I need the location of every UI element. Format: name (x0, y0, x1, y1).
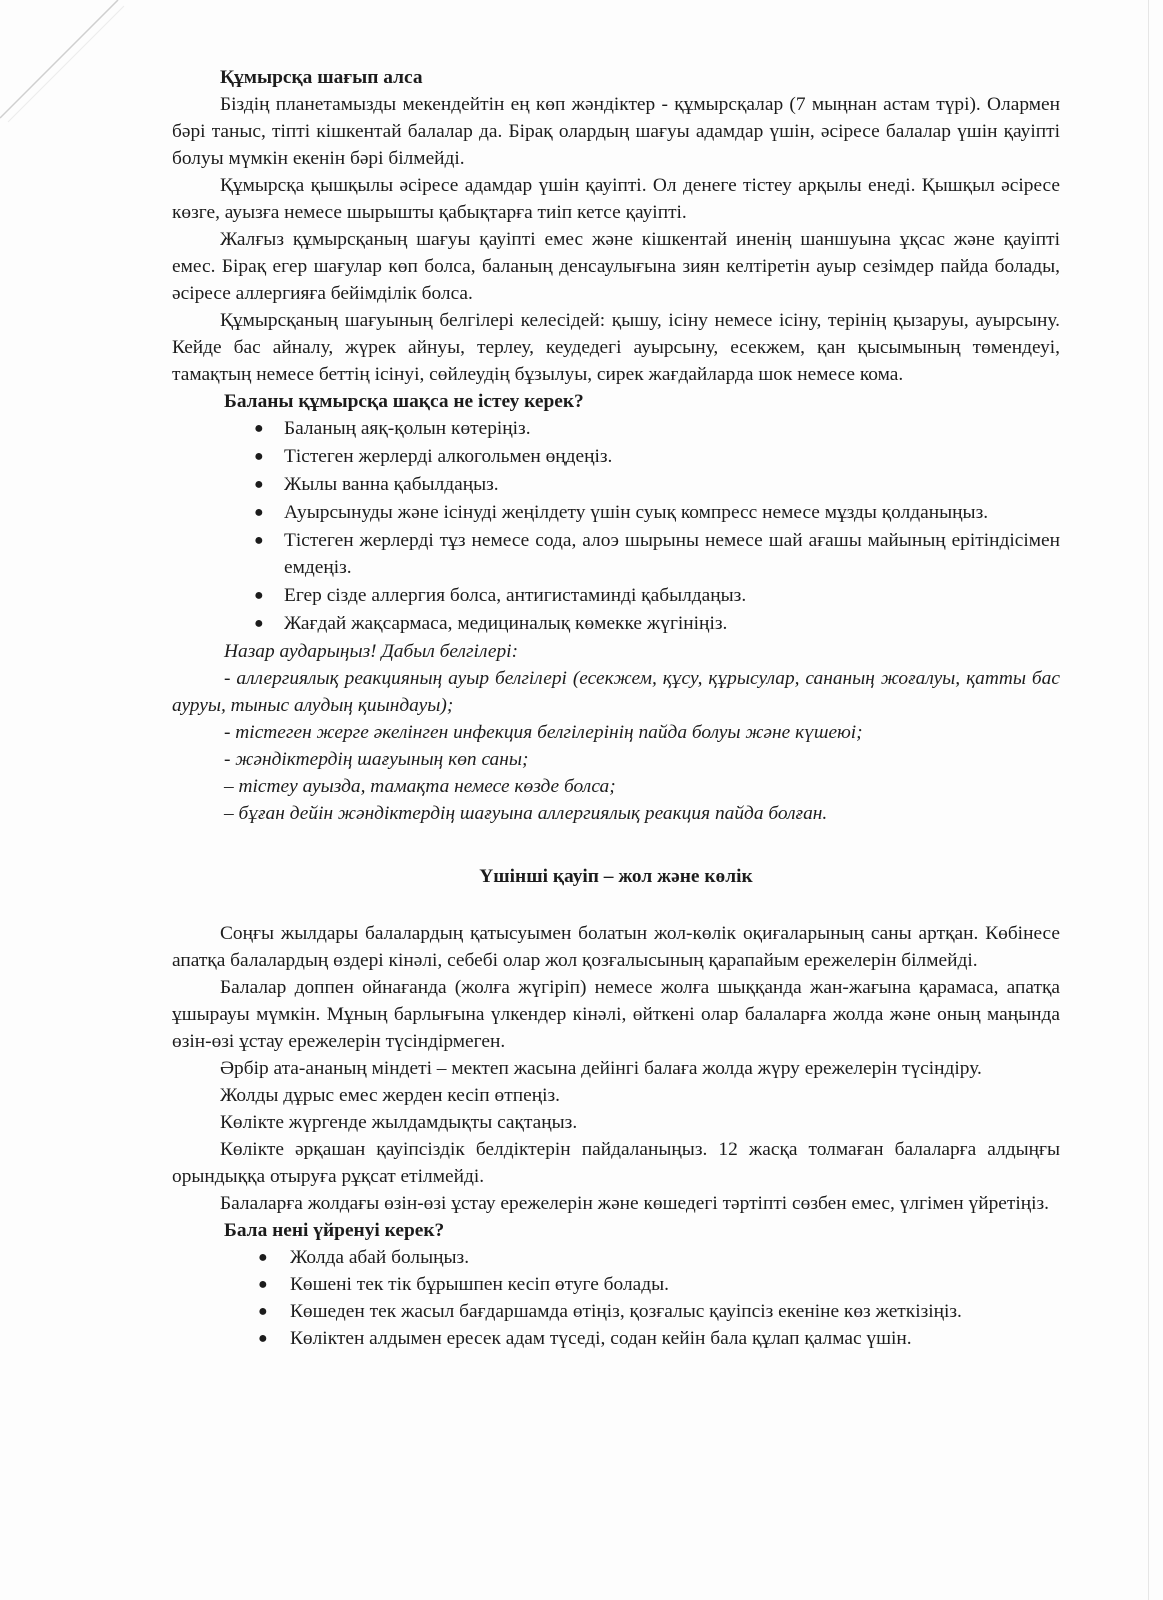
list-item (254, 499, 1060, 526)
list-item-text: Ауырсынуды және ісінуді жеңілдету үшін суық компресс немесе мұзды қолданыңыз. (284, 502, 989, 523)
section2-paragraph: Әрбір ата-ананың міндеті – мектеп жасына дейінгі балаға жолда жүру ережелерін түсіндіру. (220, 1058, 982, 1079)
section2-paragraph: Көлікте жүргенде жылдамдықты сақтаңыз. (220, 1112, 578, 1133)
bullet-icon: ● (258, 1330, 268, 1347)
bullet-icon: ● (254, 587, 264, 604)
bullet-icon: ● (254, 476, 264, 493)
section1-paragraph: Жалғыз құмырсқаның шағуы қауіпті емес және кішкентай иненің шаншуына ұқсас және қауіпті емес. Бірақ егер шағулар көп болса, баланың денсаулығына зиян келтіретін ауыр сезімдер пайда болады, әсіресе аллергияға бейімділік болса. (172, 229, 1060, 304)
section2-paragraph: Балалар доппен ойнағанда (жолға жүгіріп) немесе жолға шыққанда жан-жағына қарамаса, апатқа ұшырауы мүмкін. Мұның барлығына үлкендер кінәлі, өйткені олар балаларға жолда және оның маңында өзін-өзі ұстау ережелерін түсіндірмеген. (172, 977, 1060, 1052)
warning-heading: Назар аударыңыз! Дабыл белгілері: (224, 641, 519, 662)
section2-paragraph: Балаларға жолдағы өзін-өзі ұстау ережелерін және көшедегі тәртіпті сөзбен емес, үлгімен үйретіңіз. (220, 1193, 1050, 1214)
list-item-text: Баланың аяқ-қолын көтеріңіз. (284, 418, 531, 439)
list-item-text: Көліктен алдымен ересек адам түседі, содан кейін бала құлап қалмас үшін. (290, 1328, 912, 1349)
what-to-do-title: Баланы құмырсқа шақса не істеу керек? (224, 391, 584, 412)
bullet-icon: ● (254, 448, 264, 465)
section2-paragraph: Соңғы жылдары балалардың қатысуымен болатын жол-көлік оқиғаларының саны артқан. Көбінесе апатқа балалардың өздері кінәлі, себебі олар жол қозғалысының қарапайым ережелерін білмейді. (172, 923, 1060, 971)
scan-edge (1148, 0, 1149, 1600)
list-item (258, 1298, 1060, 1325)
road-rules-list (172, 1244, 1060, 1352)
list-item-text: Егер сізде аллергия болса, антигистаминді қабылдаңыз. (284, 585, 747, 606)
bullet-icon: ● (254, 615, 264, 632)
section2-title: Үшінші қауіп – жол және көлік (479, 866, 753, 887)
list-item (254, 582, 1060, 609)
list-item (258, 1325, 1060, 1352)
list-item-text: Тістеген жерлерді алкогольмен өңдеңіз. (284, 446, 613, 467)
bullet-icon: ● (254, 420, 264, 437)
bullet-icon: ● (254, 504, 264, 521)
list-item (254, 610, 1060, 637)
warning-line: – тістеу ауызда, тамақта немесе көзде болса; (224, 776, 616, 797)
list-item-text: Жылы ванна қабылдаңыз. (284, 474, 499, 495)
bullet-icon: ● (258, 1249, 268, 1266)
section1-title: Құмырсқа шағып алса (220, 67, 423, 88)
list-item-text: Жағдай жақсармаса, медициналық көмекке жүгініңіз. (284, 613, 728, 634)
list-item-text: Жолда абай болыңыз. (290, 1247, 470, 1268)
list-item-text: Тістеген жерлерді тұз немесе сода, алоэ шырыны немесе шай ағашы майының ерітіндісімен емдеңіз. (284, 530, 1060, 578)
bullet-icon: ● (258, 1303, 268, 1320)
list-item (254, 527, 1060, 581)
section1-paragraph: Біздің планетамызды мекендейтін ең көп жәндіктер - құмырсқалар (7 мыңнан астам түрі). Олармен бәрі таныс, тіпті кішкентай балалар да. Бірақ олардың шағуы адамдар үшін, әсіресе балалар үшін қауіпті болуы мүмкін екенін бәрі білмейді. (172, 94, 1060, 169)
first-aid-list (172, 415, 1060, 637)
folded-corner-mark (0, 0, 130, 130)
list-item (254, 443, 1060, 470)
list-item-text: Көшені тек тік бұрышпен кесіп өтуге болады. (290, 1274, 670, 1295)
section1-paragraph: Құмырсқаның шағуының белгілері келесідей: қышу, ісіну немесе ісіну, терінің қызаруы, ауырсыну. Кейде бас айналу, жүрек айнуы, терлеу, кеудедегі ауырсыну, есекжем, қан қысымының төмендеуі, тамақтың немесе беттің ісінуі, сөйлеудің бұзылуы, сирек жағдайларда шок немесе кома. (172, 310, 1060, 385)
warning-line: - аллергиялық реакцияның ауыр белгілері (есекжем, құсу, құрысулар, сананың жоғалуы, қатты бас ауруы, тыныс алудың қиындауы); (172, 668, 1060, 716)
learn-title: Бала нені үйренуі керек? (224, 1220, 445, 1241)
section2-paragraph: Көлікте әрқашан қауіпсіздік белдіктерін пайдаланыңыз. 12 жасқа толмаған балаларға алдыңғы орындыққа отыруға рұқсат етілмейді. (172, 1139, 1060, 1187)
section2-paragraph: Жолды дұрыс емес жерден кесіп өтпеңіз. (220, 1085, 560, 1106)
list-item (258, 1244, 1060, 1271)
warning-line: - жәндіктердің шағуының көп саны; (224, 749, 529, 770)
section1-paragraph: Құмырсқа қышқылы әсіресе адамдар үшін қауіпті. Ол денеге тістеу арқылы енеді. Қышқыл әсіресе көзге, ауызға немесе шырышты қабықтарға тиіп кетсе қауіпті. (172, 175, 1060, 223)
bullet-icon: ● (254, 532, 264, 549)
document-body (172, 64, 1060, 1352)
list-item-text: Көшеден тек жасыл бағдаршамда өтіңіз, қозғалыс қауіпсіз екеніне көз жеткізіңіз. (290, 1301, 962, 1322)
list-item (254, 415, 1060, 442)
warning-line: - тістеген жерге әкелінген инфекция белгілерінің пайда болуы және күшеюі; (224, 722, 863, 743)
list-item (258, 1271, 1060, 1298)
bullet-icon: ● (258, 1276, 268, 1293)
warning-line: – бұған дейін жәндіктердің шағуына аллергиялық реакция пайда болған. (224, 803, 828, 824)
list-item (254, 471, 1060, 498)
